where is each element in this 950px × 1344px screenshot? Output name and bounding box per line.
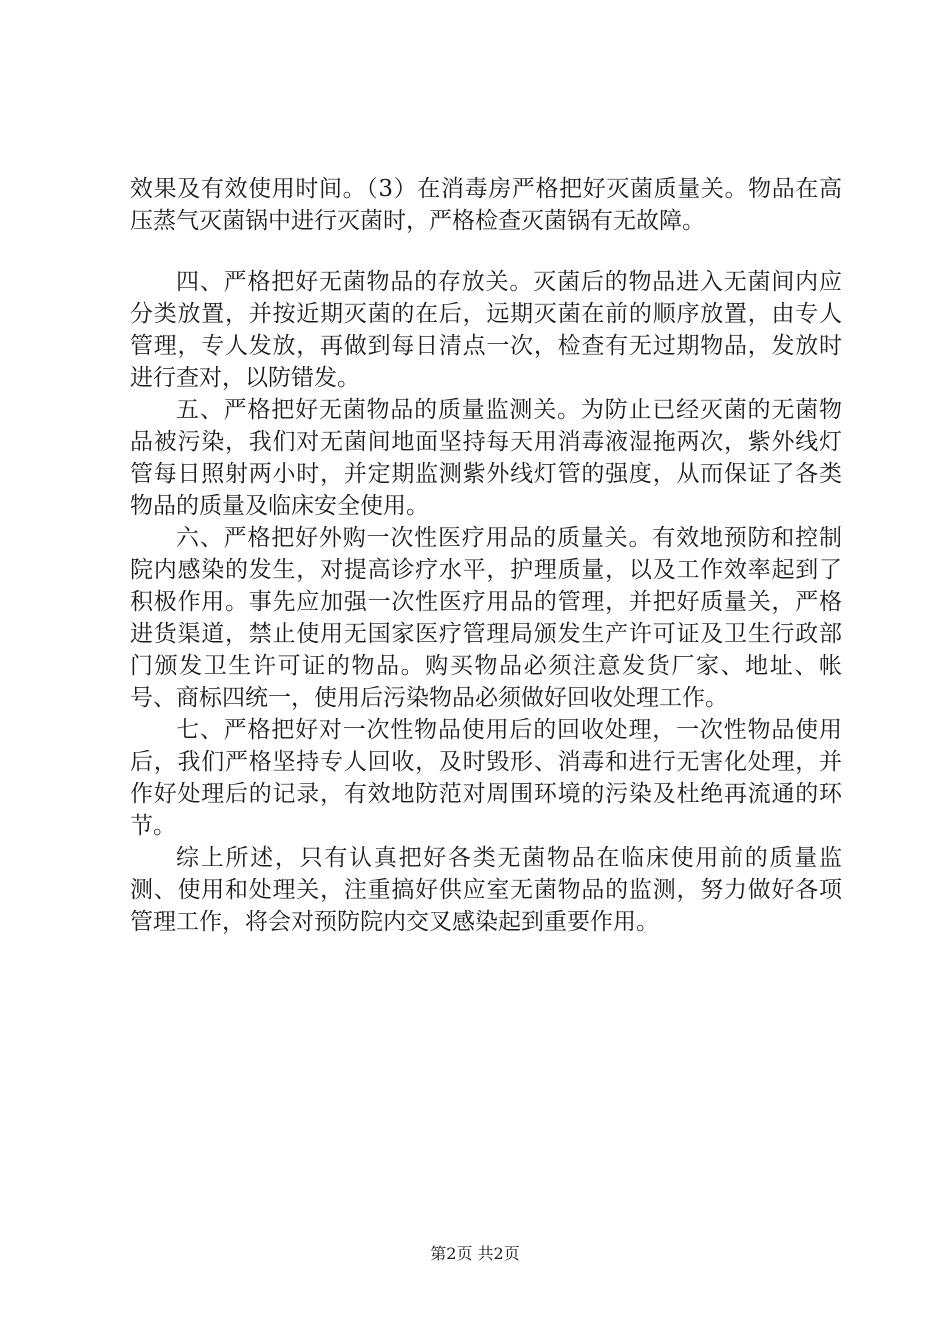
document-body (130, 173, 842, 938)
paragraph-summary: 综上所述，只有认真把好各类无菌物品在临床使用前的质量监测、使用和处理关，注重搞好供应室无菌物品的监测，努力做好各项管理工作，将会对预防院内交叉感染起到重要作用。 (130, 845, 842, 935)
paragraph-section-7: 七、严格把好对一次性物品使用后的回收处理，一次性物品使用后，我们严格坚持专人回收，及时毁形、消毒和进行无害化处理，并作好处理后的记录，有效地防范对周围环境的污染及杜绝再流通的环节。 (130, 717, 842, 839)
paragraph-section-4: 四、严格把好无菌物品的存放关。灭菌后的物品进入无菌间内应分类放置，并按近期灭菌的在后，远期灭菌在前的顺序放置，由专人管理，专人发放，再做到每日清点一次，检查有无过期物品，发放时进行查对，以防错发。 (130, 269, 842, 391)
paragraph-continuation: 效果及有效使用时间。（3）在消毒房严格把好灭菌质量关。物品在高压蒸气灭菌锅中进行灭菌时，严格检查灭菌锅有无故障。 (130, 176, 842, 234)
paragraph-section-5: 五、严格把好无菌物品的质量监测关。为防止已经灭菌的无菌物品被污染，我们对无菌间地面坚持每天用消毒液湿拖两次，紫外线灯管每日照射两小时，并定期监测紫外线灯管的强度，从而保证了各类物品的质量及临床安全使用。 (130, 397, 842, 519)
paragraph-section-6: 六、严格把好外购一次性医疗用品的质量关。有效地预防和控制院内感染的发生，对提高诊疗水平，护理质量，以及工作效率起到了积极作用。事先应加强一次性医疗用品的管理，并把好质量关，严格进货渠道，禁止使用无国家医疗管理局颁发生产许可证及卫生行政部门颁发卫生许可证的物品。购买物品必须注意发货厂家、地址、帐号、商标四统一，使用后污染物品必须做好回收处理工作。 (130, 525, 842, 711)
page-footer: 第2页 共2页 (430, 1244, 520, 1263)
